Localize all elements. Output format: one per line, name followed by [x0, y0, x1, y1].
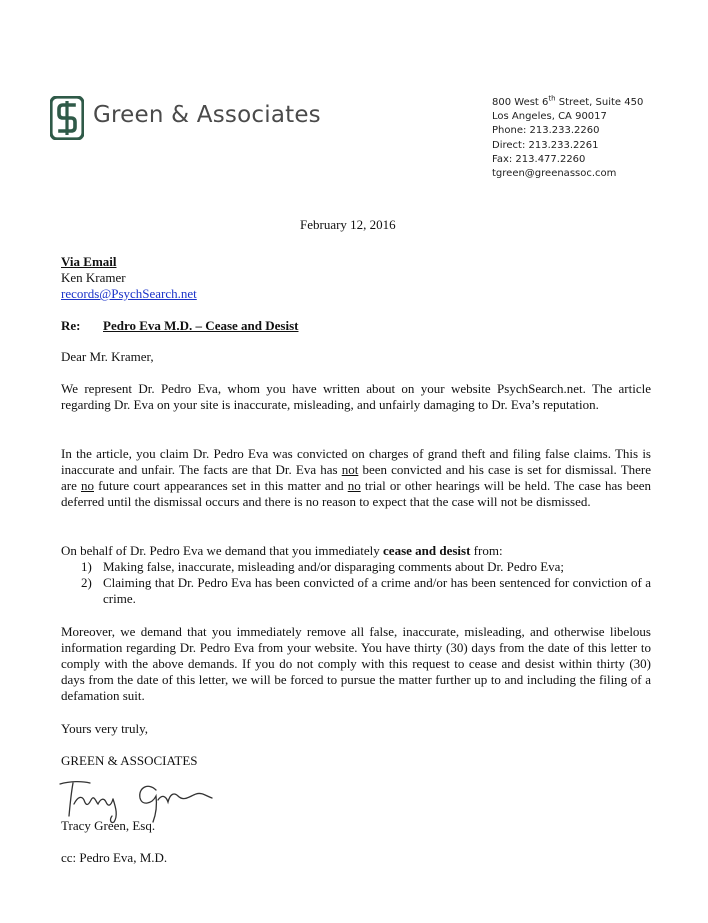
delivery-method: Via Email — [61, 254, 117, 269]
paragraph-removal-demand: Moreover, we demand that you immediately remove all false, inaccurate, misleading, and otherwise libelous information regarding Dr. Pedro Eva from your website. You have thirty (30) days from the date of this letter to comply with the above demands. If you do not comply with this request to cease and desist within thirty (30) days from the date of this letter, we will be forced to pursue the matter further up to and including the filing of a defamation suit. — [61, 624, 651, 703]
firm-contact-block — [492, 96, 643, 181]
fax-number: Fax: 213.477.2260 — [492, 153, 586, 165]
paragraph-representation: We represent Dr. Pedro Eva, whom you have written about on your website PsychSearch.net. The article regarding Dr. Eva on your site is inaccurate, misleading, and unfairly damaging to Dr. Eva’s reputation. — [61, 381, 651, 412]
firm-email: tgreen@greenassoc.com — [492, 168, 617, 180]
address-line-1: 800 West 6th Street, Suite 450 — [492, 94, 644, 108]
address-line-2: Los Angeles, CA 90017 — [492, 111, 607, 123]
letter-date: February 12, 2016 — [300, 217, 396, 232]
re-subject: Pedro Eva M.D. – Cease and Desist — [103, 318, 299, 333]
list-item: 2) Claiming that Dr. Pedro Eva has been convicted of a crime and/or has been sentenced for conviction of a crime. — [81, 575, 651, 606]
firm-logo-icon — [50, 96, 84, 140]
cc-line: cc: Pedro Eva, M.D. — [61, 850, 168, 865]
handwritten-signature — [56, 772, 221, 824]
re-label: Re: — [61, 318, 81, 333]
closing: Yours very truly, — [61, 721, 149, 736]
signer-name: Tracy Green, Esq. — [61, 818, 156, 833]
phone-number: Phone: 213.233.2260 — [492, 125, 600, 137]
firm-name: Green & Associates — [93, 102, 321, 128]
paragraph-facts: In the article, you claim Dr. Pedro Eva was convicted on charges of grand theft and filing false claims. This is inaccurate and unfair. The facts are that Dr. Eva has not been convicted and his case is set for dismissal. There are no future court appearances set in this matter and no trial or other hearings will be held. The case has been deferred until the dismissal occurs and there is no reason to expect that the case will not be dismissed. — [61, 446, 652, 509]
recipient-name: Ken Kramer — [61, 270, 126, 285]
recipient-email-link[interactable]: records@PsychSearch.net — [61, 286, 197, 301]
salutation: Dear Mr. Kramer, — [61, 349, 154, 364]
demand-list — [81, 559, 651, 607]
list-item: 1) Making false, inaccurate, misleading and/or disparaging comments about Dr. Pedro Eva; — [81, 559, 565, 574]
paragraph-demand-intro: On behalf of Dr. Pedro Eva we demand that you immediately cease and desist from: — [61, 543, 503, 558]
firm-signature-name: GREEN & ASSOCIATES — [61, 753, 198, 768]
recipient-block — [61, 254, 197, 302]
direct-number: Direct: 213.233.2261 — [492, 139, 599, 151]
subject-line — [61, 318, 298, 334]
